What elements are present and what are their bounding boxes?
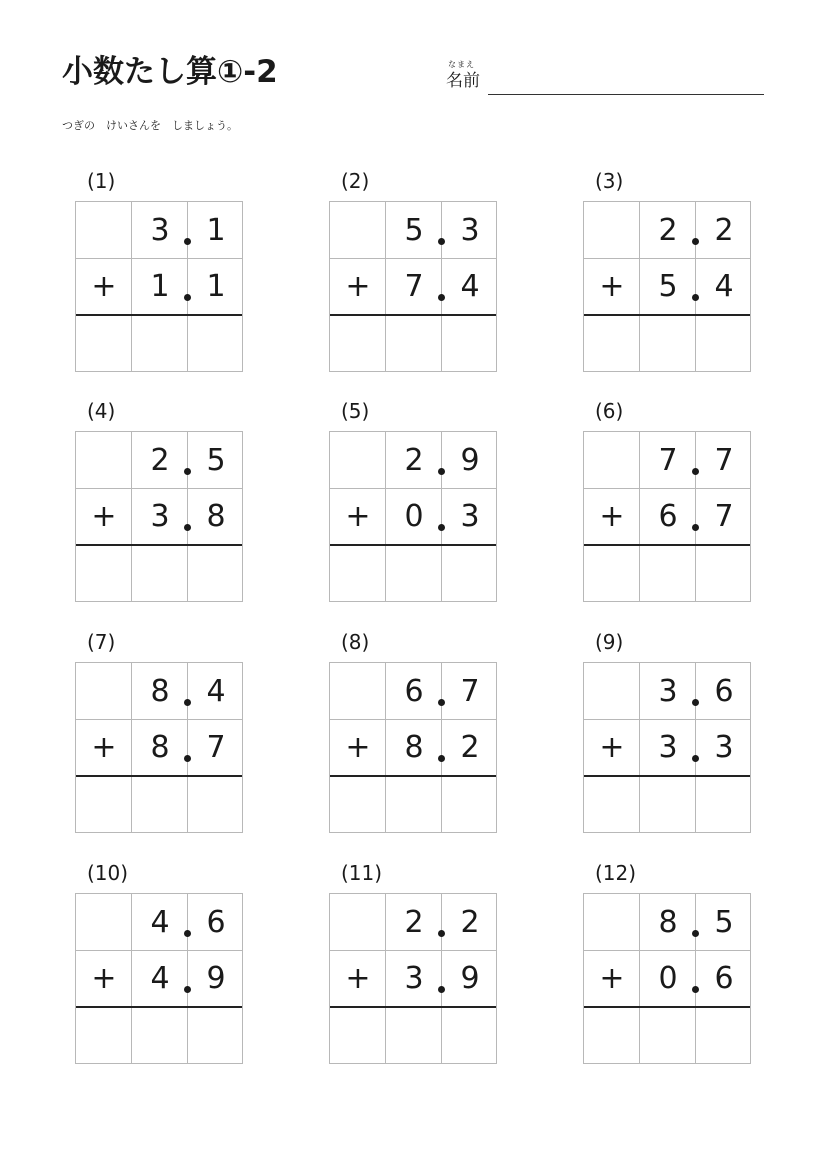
problem-number: (4): [87, 399, 116, 423]
calc-grid: [583, 662, 751, 833]
decimal-point: [692, 986, 699, 993]
problem: [583, 398, 755, 598]
answer-cell[interactable]: [584, 777, 640, 832]
name-field[interactable]: [446, 60, 766, 96]
operator-sign: +: [599, 269, 625, 304]
answer-cell[interactable]: [132, 546, 188, 601]
instruction-text: つぎの けいさんを しましょう。: [62, 119, 238, 132]
answer-cell[interactable]: [76, 1008, 132, 1063]
problem-number: (6): [595, 399, 624, 423]
decimal-point: [692, 294, 699, 301]
operator-sign: +: [345, 269, 371, 304]
calc-grid: [75, 431, 243, 602]
second-number-tenths-digit: 4: [460, 269, 480, 304]
second-number-tenths-digit: 9: [460, 961, 480, 996]
first-number-tenths-digit: 5: [206, 443, 226, 478]
decimal-point: [692, 524, 699, 531]
decimal-point: [438, 755, 445, 762]
first-number-ones-digit: 4: [150, 905, 170, 940]
problem-number: (9): [595, 630, 624, 654]
answer-cell[interactable]: [330, 546, 386, 601]
answer-cell[interactable]: [584, 316, 640, 371]
answer-cell[interactable]: [442, 1008, 498, 1063]
answer-cell[interactable]: [76, 546, 132, 601]
second-number-ones-digit: 0: [404, 499, 424, 534]
problem: [329, 168, 501, 368]
operator-sign: +: [599, 499, 625, 534]
answer-cell[interactable]: [442, 316, 498, 371]
answer-cell[interactable]: [330, 777, 386, 832]
problem-number: (11): [341, 861, 383, 885]
answer-cell[interactable]: [386, 546, 442, 601]
second-number-tenths-digit: 1: [206, 269, 226, 304]
answer-cell[interactable]: [640, 546, 696, 601]
first-number-tenths-digit: 7: [714, 443, 734, 478]
first-number-tenths-digit: 5: [714, 905, 734, 940]
operator-sign: +: [91, 961, 117, 996]
decimal-point: [184, 986, 191, 993]
first-number-tenths-digit: 3: [460, 213, 480, 248]
first-number-ones-digit: 2: [150, 443, 170, 478]
answer-cell[interactable]: [386, 777, 442, 832]
problem: [75, 168, 247, 368]
name-write-line[interactable]: [488, 94, 764, 95]
decimal-point: [184, 294, 191, 301]
operator-sign: +: [599, 730, 625, 765]
answer-cell[interactable]: [76, 316, 132, 371]
answer-cell[interactable]: [584, 1008, 640, 1063]
name-label: 名前: [446, 71, 480, 91]
problem: [75, 629, 247, 829]
second-number-tenths-digit: 9: [206, 961, 226, 996]
answer-cell[interactable]: [696, 546, 752, 601]
problem: [583, 629, 755, 829]
second-number-ones-digit: 1: [150, 269, 170, 304]
decimal-point: [438, 930, 445, 937]
answer-cell[interactable]: [188, 316, 244, 371]
operator-sign: +: [345, 499, 371, 534]
decimal-point: [438, 986, 445, 993]
first-number-ones-digit: 6: [404, 674, 424, 709]
second-number-ones-digit: 5: [658, 269, 678, 304]
calc-grid: [583, 893, 751, 1064]
first-number-ones-digit: 3: [658, 674, 678, 709]
first-number-ones-digit: 2: [658, 213, 678, 248]
calc-grid: [583, 431, 751, 602]
answer-cell[interactable]: [330, 1008, 386, 1063]
operator-sign: +: [91, 499, 117, 534]
calc-grid: [75, 201, 243, 372]
answer-cell[interactable]: [386, 1008, 442, 1063]
calc-grid: [75, 662, 243, 833]
decimal-point: [184, 755, 191, 762]
first-number-ones-digit: 8: [150, 674, 170, 709]
first-number-ones-digit: 2: [404, 905, 424, 940]
operator-sign: +: [599, 961, 625, 996]
decimal-point: [438, 468, 445, 475]
answer-cell[interactable]: [696, 777, 752, 832]
answer-cell[interactable]: [640, 1008, 696, 1063]
second-number-tenths-digit: 2: [460, 730, 480, 765]
answer-cell[interactable]: [442, 777, 498, 832]
first-number-tenths-digit: 6: [206, 905, 226, 940]
answer-cell[interactable]: [696, 1008, 752, 1063]
answer-cell[interactable]: [330, 316, 386, 371]
second-number-ones-digit: 8: [150, 730, 170, 765]
decimal-point: [184, 468, 191, 475]
second-number-ones-digit: 3: [404, 961, 424, 996]
decimal-point: [692, 930, 699, 937]
decimal-point: [438, 238, 445, 245]
decimal-point: [692, 238, 699, 245]
answer-cell[interactable]: [386, 316, 442, 371]
second-number-tenths-digit: 7: [714, 499, 734, 534]
operator-sign: +: [91, 269, 117, 304]
decimal-point: [438, 294, 445, 301]
problem: [583, 860, 755, 1060]
first-number-tenths-digit: 6: [714, 674, 734, 709]
decimal-point: [184, 930, 191, 937]
calc-grid: [583, 201, 751, 372]
calc-grid: [75, 893, 243, 1064]
answer-cell[interactable]: [188, 777, 244, 832]
answer-cell[interactable]: [188, 1008, 244, 1063]
first-number-ones-digit: 8: [658, 905, 678, 940]
problem: [583, 168, 755, 368]
decimal-point: [184, 699, 191, 706]
problem-number: (10): [87, 861, 129, 885]
second-number-tenths-digit: 7: [206, 730, 226, 765]
calc-grid: [329, 201, 497, 372]
calc-grid: [329, 662, 497, 833]
operator-sign: +: [345, 961, 371, 996]
decimal-point: [692, 699, 699, 706]
decimal-point: [692, 755, 699, 762]
worksheet-title: 小数たし算①-2: [62, 54, 278, 90]
problem-number: (12): [595, 861, 637, 885]
name-ruby: なまえ: [448, 60, 475, 69]
problem: [329, 629, 501, 829]
second-number-ones-digit: 8: [404, 730, 424, 765]
problem: [329, 860, 501, 1060]
second-number-tenths-digit: 6: [714, 961, 734, 996]
answer-cell[interactable]: [132, 777, 188, 832]
first-number-tenths-digit: 1: [206, 213, 226, 248]
calc-grid: [329, 893, 497, 1064]
operator-sign: +: [345, 730, 371, 765]
first-number-tenths-digit: 2: [714, 213, 734, 248]
operator-sign: +: [91, 730, 117, 765]
answer-cell[interactable]: [132, 1008, 188, 1063]
second-number-ones-digit: 3: [150, 499, 170, 534]
first-number-tenths-digit: 9: [460, 443, 480, 478]
answer-cell[interactable]: [76, 777, 132, 832]
first-number-tenths-digit: 2: [460, 905, 480, 940]
problem-number: (2): [341, 169, 370, 193]
second-number-ones-digit: 7: [404, 269, 424, 304]
decimal-point: [184, 524, 191, 531]
first-number-ones-digit: 3: [150, 213, 170, 248]
problem: [75, 398, 247, 598]
answer-cell[interactable]: [132, 316, 188, 371]
second-number-ones-digit: 4: [150, 961, 170, 996]
answer-cell[interactable]: [696, 316, 752, 371]
decimal-point: [438, 524, 445, 531]
answer-cell[interactable]: [188, 546, 244, 601]
answer-cell[interactable]: [640, 316, 696, 371]
problem: [329, 398, 501, 598]
second-number-ones-digit: 0: [658, 961, 678, 996]
answer-cell[interactable]: [640, 777, 696, 832]
second-number-ones-digit: 3: [658, 730, 678, 765]
second-number-tenths-digit: 3: [714, 730, 734, 765]
second-number-tenths-digit: 3: [460, 499, 480, 534]
calc-grid: [329, 431, 497, 602]
problem-number: (1): [87, 169, 116, 193]
problem-number: (7): [87, 630, 116, 654]
first-number-ones-digit: 7: [658, 443, 678, 478]
decimal-point: [438, 699, 445, 706]
problem-number: (8): [341, 630, 370, 654]
second-number-ones-digit: 6: [658, 499, 678, 534]
first-number-tenths-digit: 7: [460, 674, 480, 709]
second-number-tenths-digit: 4: [714, 269, 734, 304]
answer-cell[interactable]: [442, 546, 498, 601]
first-number-ones-digit: 2: [404, 443, 424, 478]
decimal-point: [692, 468, 699, 475]
second-number-tenths-digit: 8: [206, 499, 226, 534]
problem: [75, 860, 247, 1060]
first-number-ones-digit: 5: [404, 213, 424, 248]
problem-number: (3): [595, 169, 624, 193]
first-number-tenths-digit: 4: [206, 674, 226, 709]
problem-number: (5): [341, 399, 370, 423]
answer-cell[interactable]: [584, 546, 640, 601]
decimal-point: [184, 238, 191, 245]
